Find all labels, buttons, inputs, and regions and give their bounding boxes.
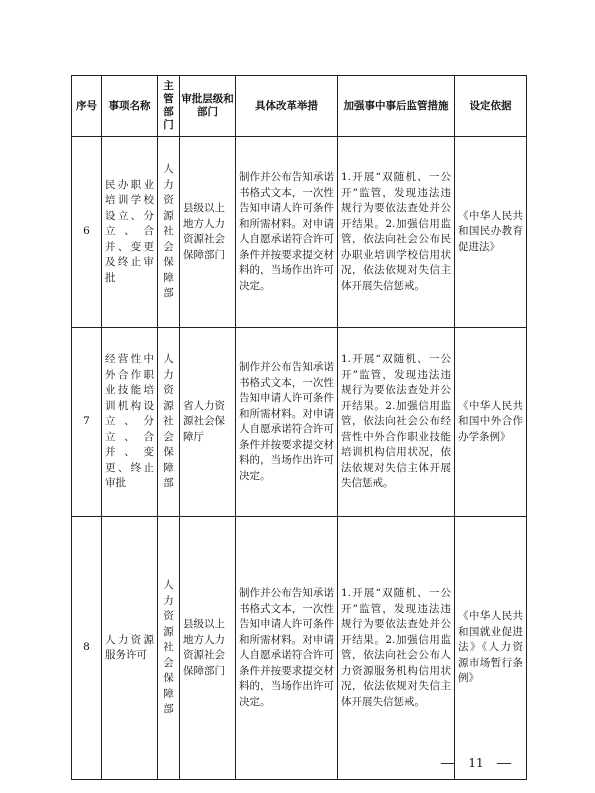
header-dept <box>158 76 180 137</box>
row-basis: 《中华人民共和国就业促进法》《人力资源市场暂行条例》 <box>455 517 527 780</box>
row-dept <box>158 328 180 517</box>
header-supervision: 加强事中事后监管措施 <box>338 76 455 137</box>
row-dept-text: 人力资源社会保障部 <box>163 579 174 716</box>
row-no: 6 <box>72 137 102 328</box>
row-reform: 制作并公布告知承诺书格式文本，一次性告知申请人许可条件和所需材料。对申请人自愿承诺符合许可条件并按要求提交材料的，当场作出许可决定。 <box>236 328 338 517</box>
row-supervision: 1.开展“双随机、一公开”监管，发现违法违规行为要依法查处并公开结果。2.加强信用监管，依法向社会公布经营性中外合作职业技能培训机构信用状况，依法依规对失信主体开展失信惩戒。 <box>338 328 455 517</box>
row-basis: 《中华人民共和国中外合作办学条例》 <box>455 328 527 517</box>
row-basis: 《中华人民共和国民办教育促进法》 <box>455 137 527 328</box>
header-no: 序号 <box>72 76 102 137</box>
header-name: 事项名称 <box>102 76 158 137</box>
row-reform: 制作并公布告知承诺书格式文本，一次性告知申请人许可条件和所需材料。对申请人自愿承诺符合许可条件并按要求提交材料的，当场作出许可决定。 <box>236 137 338 328</box>
header-dept-text: 主管部门 <box>163 80 174 131</box>
table-row <box>72 328 527 517</box>
row-no: 7 <box>72 328 102 517</box>
table-row <box>72 517 527 780</box>
approval-items-table <box>71 75 527 780</box>
row-reform: 制作并公布告知承诺书格式文本，一次性告知申请人许可条件和所需材料。对申请人自愿承诺符合许可条件并按要求提交材料的，当场作出许可决定。 <box>236 517 338 780</box>
page-number-right-dash <box>497 763 511 764</box>
row-dept <box>158 137 180 328</box>
row-item-name: 民办职业培训学校设立、分立、合并、变更及终止审批 <box>102 137 158 328</box>
row-item-name: 人力资源服务许可 <box>102 517 158 780</box>
page-number: 11 <box>468 756 484 770</box>
header-level: 审批层级和部门 <box>180 76 236 137</box>
row-item-name: 经营性中外合作职业技能培训机构设立、分立、合并、变更、终止审批 <box>102 328 158 517</box>
header-reform: 具体改革举措 <box>236 76 338 137</box>
row-level: 县级以上地方人力资源社会保障部门 <box>180 137 236 328</box>
table-row <box>72 137 527 328</box>
table-header-row <box>72 76 527 137</box>
row-supervision: 1.开展“双随机、一公开”监管，发现违法违规行为要依法查处并公开结果。2.加强信用监管，依法向社会公布民办职业培训学校信用状况，依法依规对失信主体开展失信惩戒。 <box>338 137 455 328</box>
row-dept-text: 人力资源社会保障部 <box>163 163 174 300</box>
row-level: 省人力资源社会保障厅 <box>180 328 236 517</box>
row-supervision: 1.开展“双随机、一公开”监管，发现违法违规行为要依法查处并公开结果。2.加强信用监管，依法向社会公布人力资源服务机构信用状况，依法依规对失信主体开展失信惩戒。 <box>338 517 455 780</box>
header-basis: 设定依据 <box>455 76 527 137</box>
row-no: 8 <box>72 517 102 780</box>
row-level: 县级以上地方人力资源社会保障部门 <box>180 517 236 780</box>
row-dept-text: 人力资源社会保障部 <box>163 353 174 490</box>
row-dept <box>158 517 180 780</box>
